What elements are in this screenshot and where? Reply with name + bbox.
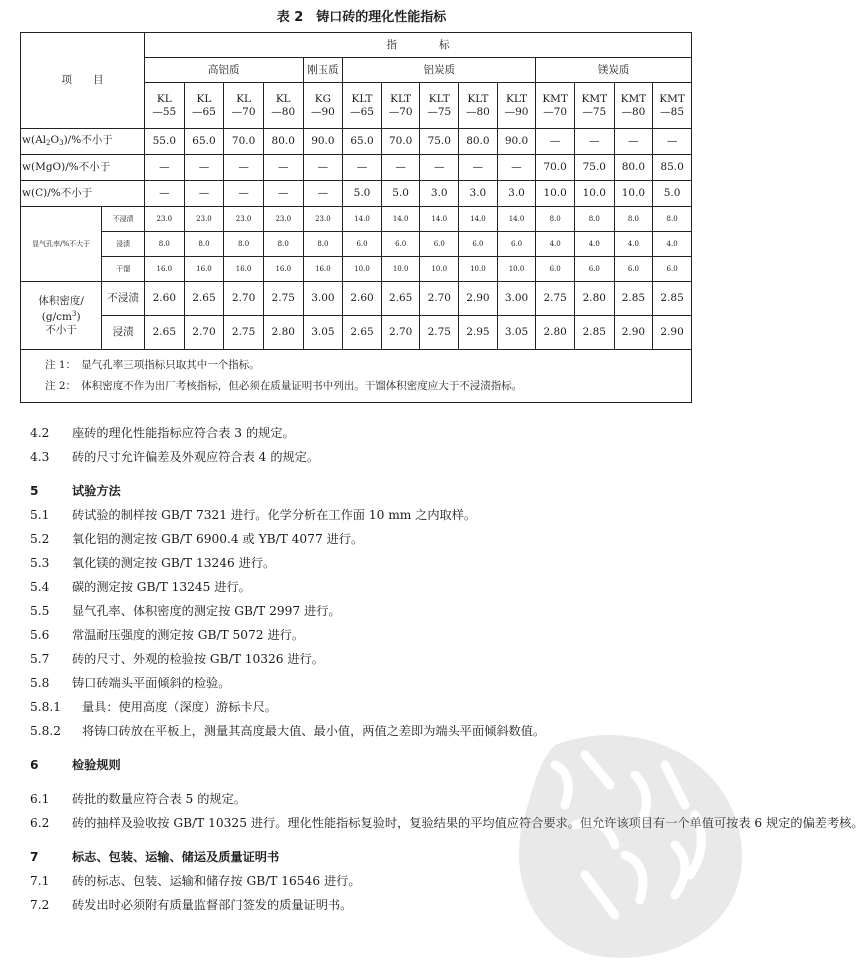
value-cell: —: [224, 181, 264, 207]
note-1: 注 1： 显气孔率三项指标只取其中一个指标。: [45, 359, 260, 371]
value-cell: 75.0: [574, 155, 614, 181]
value-cell: 3.05: [303, 316, 343, 350]
value-cell: 80.0: [263, 129, 303, 155]
value-cell: 2.60: [145, 282, 185, 316]
value-cell: 23.0: [224, 207, 264, 232]
value-cell: 8.0: [145, 232, 185, 257]
row-porosity-carbonized: [21, 257, 692, 282]
clause-number: 5.5: [30, 604, 50, 618]
group-magnesia-carbon: 镁炭质: [536, 58, 692, 83]
grade-code: KL: [196, 92, 212, 105]
grade-header: [224, 83, 264, 129]
value-cell: 2.70: [184, 316, 224, 350]
grade-header: [574, 83, 614, 129]
value-cell: 70.0: [224, 129, 264, 155]
value-cell: 6.0: [497, 232, 536, 257]
grade-number: —85: [660, 105, 685, 118]
clause-text: 氧化镁的测定按 GB/T 13246 进行。: [72, 556, 276, 570]
clause-number: 5.1: [30, 508, 50, 522]
value-cell: 2.60: [343, 282, 382, 316]
value-cell: 16.0: [145, 257, 185, 282]
clause-number: 6: [30, 758, 39, 772]
grade-code: KL: [236, 92, 252, 105]
value-cell: —: [574, 129, 614, 155]
value-cell: 85.0: [653, 155, 692, 181]
grade-code: KLT: [428, 92, 450, 105]
clause-text: 砖试验的制样按 GB/T 7321 进行。化学分析在工作面 10 mm 之内取样。: [72, 508, 477, 522]
value-cell: 55.0: [145, 129, 185, 155]
value-cell: 6.0: [459, 232, 498, 257]
value-cell: 6.0: [614, 257, 653, 282]
density-label-line2: [21, 308, 101, 324]
value-cell: 5.0: [653, 181, 692, 207]
clause: [30, 551, 710, 575]
value-cell: 3.05: [497, 316, 536, 350]
value-cell: 5.0: [381, 181, 420, 207]
value-cell: 4.0: [574, 232, 614, 257]
clause-number: 7: [30, 850, 39, 864]
grade-code: KLT: [390, 92, 412, 105]
group-corundum: 刚玉质: [303, 58, 343, 83]
density-label-line1: 体积密度/: [38, 294, 84, 307]
value-cell: 90.0: [303, 129, 343, 155]
label-mgo: w(MgO)/%不小于: [21, 155, 145, 181]
value-cell: 10.0: [497, 257, 536, 282]
grade-header: [497, 83, 536, 129]
row-density-unimpregnated: [21, 282, 692, 316]
value-cell: —: [653, 129, 692, 155]
value-cell: —: [381, 155, 420, 181]
al2o3-label-sub2: 3: [59, 138, 64, 147]
note-2: 注 2： 体积密度不作为出厂考核指标，但必须在质量证明书中列出。干馏体积密度应大于不浸渍指标。: [45, 380, 523, 392]
value-cell: 2.95: [459, 316, 498, 350]
clause-text: 铸口砖端头平面倾斜的检验。: [72, 676, 231, 690]
grade-code: KL: [275, 92, 291, 105]
clause-text: 将铸口砖放在平板上，测量其高度最大值、最小值，两值之差即为端头平面倾斜数值。: [82, 724, 546, 738]
body-text: [30, 421, 864, 917]
value-cell: 10.0: [536, 181, 575, 207]
value-cell: 10.0: [574, 181, 614, 207]
index-header: 指 标: [145, 33, 692, 58]
value-cell: —: [184, 155, 224, 181]
clause-number: 5.4: [30, 580, 50, 594]
value-cell: —: [614, 129, 653, 155]
grade-header: [381, 83, 420, 129]
value-cell: 2.85: [614, 282, 653, 316]
value-cell: 6.0: [653, 257, 692, 282]
clause-text: 砖的标志、包装、运输和储存按 GB/T 16546 进行。: [72, 874, 361, 888]
grade-number: —80: [271, 105, 296, 118]
clause: [30, 647, 710, 671]
grade-code: KMT: [581, 92, 608, 105]
value-cell: 6.0: [343, 232, 382, 257]
grade-number: —75: [582, 105, 607, 118]
value-cell: 10.0: [420, 257, 459, 282]
value-cell: 2.85: [574, 316, 614, 350]
value-cell: —: [303, 155, 343, 181]
value-cell: —: [145, 155, 185, 181]
value-cell: 2.65: [381, 282, 420, 316]
value-cell: 14.0: [343, 207, 382, 232]
value-cell: 2.65: [343, 316, 382, 350]
row-al2o3: [21, 129, 692, 155]
value-cell: —: [459, 155, 498, 181]
grade-number: —70: [231, 105, 256, 118]
grade-number: —80: [465, 105, 490, 118]
clause-text: 砖批的数量应符合表 5 的规定。: [72, 792, 246, 806]
section-heading: [30, 753, 710, 777]
clause-text: 试验方法: [72, 484, 121, 498]
value-cell: 8.0: [184, 232, 224, 257]
value-cell: 8.0: [263, 232, 303, 257]
value-cell: 5.0: [343, 181, 382, 207]
density-label-sup: 3: [71, 309, 77, 318]
clause-text: 显气孔率、体积密度的测定按 GB/T 2997 进行。: [72, 604, 341, 618]
clause-number: 4.2: [30, 426, 50, 440]
sub-label: 干馏: [102, 257, 145, 282]
notes-row: [21, 350, 692, 403]
clause-number: 5.8.2: [30, 724, 62, 738]
value-cell: 6.0: [574, 257, 614, 282]
value-cell: 8.0: [574, 207, 614, 232]
value-cell: 10.0: [343, 257, 382, 282]
value-cell: 65.0: [184, 129, 224, 155]
grade-code: KG: [314, 92, 331, 105]
grade-number: —75: [427, 105, 452, 118]
value-cell: 6.0: [381, 232, 420, 257]
value-cell: 23.0: [263, 207, 303, 232]
value-cell: 16.0: [184, 257, 224, 282]
row-porosity-impregnated: [21, 232, 692, 257]
value-cell: 4.0: [653, 232, 692, 257]
grade-number: —90: [310, 105, 335, 118]
clause-number: 4.3: [30, 450, 50, 464]
grade-header: [263, 83, 303, 129]
sub-label: 不浸渍: [102, 207, 145, 232]
clause-text: 碳的测定按 GB/T 13245 进行。: [72, 580, 251, 594]
clause-text: 检验规则: [72, 758, 121, 772]
grade-number: —70: [543, 105, 568, 118]
value-cell: 2.70: [381, 316, 420, 350]
clause-number: 6.2: [30, 816, 50, 830]
header-row-index: [21, 33, 692, 58]
al2o3-label-post: )/%不小于: [63, 133, 113, 146]
value-cell: 70.0: [381, 129, 420, 155]
grade-code: KMT: [620, 92, 647, 105]
clause-number: 6.1: [30, 792, 50, 806]
clause: [30, 869, 710, 893]
value-cell: 16.0: [303, 257, 343, 282]
clause-text: 砖发出时必须附有质量监督部门签发的质量证明书。: [72, 898, 353, 912]
row-mgo: [21, 155, 692, 181]
value-cell: 4.0: [536, 232, 575, 257]
value-cell: —: [497, 155, 536, 181]
clause: [30, 787, 710, 811]
value-cell: 23.0: [303, 207, 343, 232]
value-cell: 2.65: [145, 316, 185, 350]
sub-label: 不浸渍: [102, 282, 145, 316]
clause-text: 砖的尺寸允许偏差及外观应符合表 4 的规定。: [72, 450, 320, 464]
group-alumina-carbon: 铝炭质: [343, 58, 536, 83]
value-cell: 65.0: [343, 129, 382, 155]
value-cell: 2.90: [459, 282, 498, 316]
value-cell: 10.0: [381, 257, 420, 282]
grade-code: KLT: [351, 92, 373, 105]
al2o3-label-sub1: 2: [46, 138, 51, 147]
row-porosity-unimpregnated: [21, 207, 692, 232]
value-cell: 23.0: [145, 207, 185, 232]
section-heading: [30, 845, 710, 869]
grade-number: —55: [152, 105, 177, 118]
clause: [30, 503, 710, 527]
grade-header: [303, 83, 343, 129]
value-cell: 80.0: [459, 129, 498, 155]
grade-code: KLT: [506, 92, 527, 105]
value-cell: 8.0: [614, 207, 653, 232]
clause-text: 标志、包装、运输、储运及质量证明书: [72, 850, 280, 864]
value-cell: 16.0: [224, 257, 264, 282]
value-cell: 4.0: [614, 232, 653, 257]
clause-text: 氧化铝的测定按 GB/T 6900.4 或 YB/T 4077 进行。: [72, 532, 364, 546]
clause: [30, 445, 710, 469]
value-cell: 2.75: [263, 282, 303, 316]
clause: [30, 719, 710, 743]
clause-text: 砖的抽样及验收按 GB/T 10325 进行。理化性能指标复验时，复验结果的平均值应符合要求。但允许该项目有一个单值可按表 6 规定的偏差考核。: [72, 816, 864, 830]
grade-header: [614, 83, 653, 129]
value-cell: —: [343, 155, 382, 181]
clause: [30, 671, 710, 695]
clause: [30, 893, 710, 917]
clause-text: 量具：使用高度（深度）游标卡尺。: [82, 700, 277, 714]
value-cell: 2.70: [224, 282, 264, 316]
al2o3-label-pre: w(Al: [22, 133, 47, 146]
value-cell: 3.0: [420, 181, 459, 207]
value-cell: 8.0: [303, 232, 343, 257]
clause: [30, 527, 710, 551]
value-cell: 14.0: [420, 207, 459, 232]
grade-code: KMT: [542, 92, 568, 105]
value-cell: —: [224, 155, 264, 181]
value-cell: 2.80: [574, 282, 614, 316]
label-porosity: 显气孔率/%不大于: [21, 207, 102, 282]
value-cell: 70.0: [536, 155, 575, 181]
clause-number: 7.2: [30, 898, 50, 912]
value-cell: 10.0: [459, 257, 498, 282]
value-cell: —: [536, 129, 575, 155]
clause-number: 5.7: [30, 652, 50, 666]
value-cell: 75.0: [420, 129, 459, 155]
grade-header: [536, 83, 575, 129]
grade-code: KL: [156, 92, 172, 105]
value-cell: 14.0: [381, 207, 420, 232]
clause: [30, 599, 710, 623]
value-cell: 90.0: [497, 129, 536, 155]
properties-table: [20, 32, 692, 403]
value-cell: 8.0: [224, 232, 264, 257]
value-cell: 8.0: [536, 207, 575, 232]
grade-header: [343, 83, 382, 129]
grade-header: [184, 83, 224, 129]
value-cell: 14.0: [497, 207, 536, 232]
value-cell: 10.0: [614, 181, 653, 207]
grade-header: [459, 83, 498, 129]
clause: [30, 811, 864, 835]
value-cell: 2.80: [536, 316, 575, 350]
value-cell: —: [303, 181, 343, 207]
value-cell: 2.70: [420, 282, 459, 316]
row-density-impregnated: [21, 316, 692, 350]
clause: [30, 695, 710, 719]
clause-text: 常温耐压强度的测定按 GB/T 5072 进行。: [72, 628, 305, 642]
value-cell: —: [263, 155, 303, 181]
value-cell: 3.0: [497, 181, 536, 207]
value-cell: 3.00: [303, 282, 343, 316]
row-carbon: [21, 181, 692, 207]
clause: [30, 623, 710, 647]
value-cell: 80.0: [614, 155, 653, 181]
value-cell: 23.0: [184, 207, 224, 232]
grade-header: [145, 83, 185, 129]
grade-number: —90: [504, 105, 529, 118]
grade-number: —70: [388, 105, 413, 118]
clause-text: 砖的尺寸、外观的检验按 GB/T 10326 进行。: [72, 652, 324, 666]
clause-number: 5.3: [30, 556, 50, 570]
value-cell: 2.85: [653, 282, 692, 316]
density-label-unit: (g/cm: [41, 310, 72, 323]
grade-number: —65: [350, 105, 374, 118]
value-cell: —: [145, 181, 185, 207]
section-heading: [30, 479, 710, 503]
clause-number: 5.2: [30, 532, 50, 546]
grade-code: KLT: [467, 92, 489, 105]
grade-code: KMT: [659, 92, 685, 105]
clause-number: 5.6: [30, 628, 50, 642]
value-cell: 2.75: [420, 316, 459, 350]
clause-text: 座砖的理化性能指标应符合表 3 的规定。: [72, 426, 295, 440]
value-cell: 2.65: [184, 282, 224, 316]
clause: [30, 421, 710, 445]
clause-number: 7.1: [30, 874, 50, 888]
item-header: 项 目: [21, 33, 145, 129]
value-cell: 16.0: [263, 257, 303, 282]
value-cell: 8.0: [653, 207, 692, 232]
value-cell: 2.90: [614, 316, 653, 350]
value-cell: 2.75: [536, 282, 575, 316]
value-cell: —: [184, 181, 224, 207]
group-high-alumina: 高铝质: [145, 58, 304, 83]
value-cell: 2.90: [653, 316, 692, 350]
density-label-line3: 不小于: [45, 323, 77, 336]
clause-number: 5.8: [30, 676, 50, 690]
value-cell: 6.0: [420, 232, 459, 257]
table-notes: [21, 350, 692, 403]
value-cell: 14.0: [459, 207, 498, 232]
grade-header: [653, 83, 692, 129]
clause-number: 5.8.1: [30, 700, 62, 714]
grade-number: —65: [192, 105, 216, 118]
value-cell: 6.0: [536, 257, 575, 282]
value-cell: 3.0: [459, 181, 498, 207]
density-label-close: ): [76, 310, 81, 323]
sub-label: 浸渍: [102, 316, 145, 350]
label-al2o3: [21, 129, 145, 155]
value-cell: 2.80: [263, 316, 303, 350]
sub-label: 浸渍: [102, 232, 145, 257]
clause: [30, 575, 710, 599]
table-caption: 表 2 铸口砖的理化性能指标: [276, 10, 447, 25]
grade-header: [420, 83, 459, 129]
grade-number: —80: [621, 105, 646, 118]
al2o3-label-mid: O: [50, 133, 60, 146]
value-cell: —: [420, 155, 459, 181]
label-density: [21, 282, 102, 350]
value-cell: 2.75: [224, 316, 264, 350]
value-cell: 3.00: [497, 282, 536, 316]
value-cell: —: [263, 181, 303, 207]
clause-number: 5: [30, 484, 39, 498]
label-carbon: w(C)/%不小于: [21, 181, 145, 207]
